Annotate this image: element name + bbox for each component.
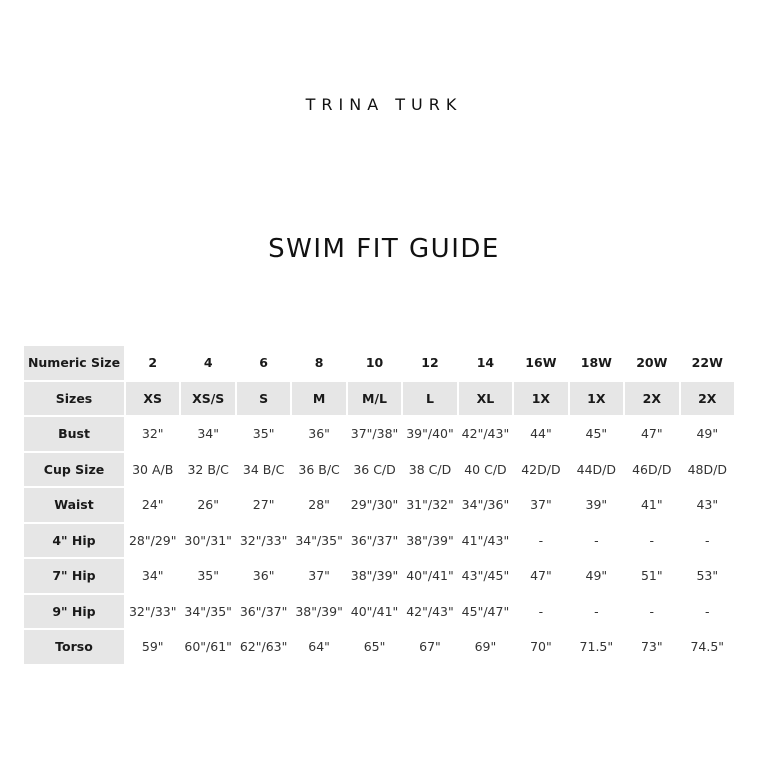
- numeric-size-cell: 22W: [681, 346, 734, 380]
- brand-logo: TRINA TURK: [305, 95, 463, 114]
- measurement-cell: -: [570, 595, 623, 629]
- measurement-cell: 74.5": [681, 630, 734, 664]
- measurement-cell: 38"/39": [348, 559, 401, 593]
- numeric-size-cell: 16W: [514, 346, 567, 380]
- measurement-cell: 35": [181, 559, 234, 593]
- size-cell: M: [292, 382, 345, 416]
- measurement-cell: 36 C/D: [348, 453, 401, 487]
- measurement-cell: 35": [237, 417, 290, 451]
- measurement-cell: -: [681, 595, 734, 629]
- row-label: 7" Hip: [24, 559, 124, 593]
- measurement-cell: 73": [625, 630, 678, 664]
- measurement-cell: 40 C/D: [459, 453, 512, 487]
- numeric-size-cell: 2: [126, 346, 179, 380]
- measurement-cell: 62"/63": [237, 630, 290, 664]
- numeric-size-cell: 10: [348, 346, 401, 380]
- measurement-cell: 60"/61": [181, 630, 234, 664]
- measurement-cell: 28"/29": [126, 524, 179, 558]
- numeric-size-cell: 12: [403, 346, 456, 380]
- row-label: Cup Size: [24, 453, 124, 487]
- measurement-cell: 67": [403, 630, 456, 664]
- measurement-cell: 43": [681, 488, 734, 522]
- measurement-cell: -: [514, 595, 567, 629]
- measurement-cell: 32 B/C: [181, 453, 234, 487]
- measurement-cell: 32"/33": [237, 524, 290, 558]
- fit-guide-table-body: [24, 346, 734, 664]
- measurement-cell: 51": [625, 559, 678, 593]
- numeric-size-cell: 14: [459, 346, 512, 380]
- measurement-cell: 42"/43": [403, 595, 456, 629]
- measurement-cell: -: [625, 595, 678, 629]
- table-row: [24, 417, 734, 451]
- measurement-cell: -: [625, 524, 678, 558]
- size-cell: M/L: [348, 382, 401, 416]
- measurement-cell: -: [681, 524, 734, 558]
- measurement-cell: 49": [681, 417, 734, 451]
- size-cell: XS: [126, 382, 179, 416]
- measurement-cell: 47": [625, 417, 678, 451]
- measurement-cell: 31"/32": [403, 488, 456, 522]
- row-label: 9" Hip: [24, 595, 124, 629]
- row-label: Waist: [24, 488, 124, 522]
- numeric-size-cell: 20W: [625, 346, 678, 380]
- table-row-sizes: [24, 382, 734, 416]
- measurement-cell: 45"/47": [459, 595, 512, 629]
- numeric-size-cell: 4: [181, 346, 234, 380]
- size-cell: 2X: [625, 382, 678, 416]
- measurement-cell: 36": [237, 559, 290, 593]
- measurement-cell: 34"/35": [181, 595, 234, 629]
- table-row: [24, 488, 734, 522]
- measurement-cell: -: [570, 524, 623, 558]
- measurement-cell: 45": [570, 417, 623, 451]
- numeric-size-cell: 6: [237, 346, 290, 380]
- measurement-cell: 42"/43": [459, 417, 512, 451]
- measurement-cell: 38"/39": [292, 595, 345, 629]
- measurement-cell: 40"/41": [403, 559, 456, 593]
- measurement-cell: 34"/36": [459, 488, 512, 522]
- measurement-cell: 36 B/C: [292, 453, 345, 487]
- measurement-cell: 38"/39": [403, 524, 456, 558]
- table-row: [24, 595, 734, 629]
- table-row: [24, 630, 734, 664]
- measurement-cell: 46D/D: [625, 453, 678, 487]
- measurement-cell: 30"/31": [181, 524, 234, 558]
- measurement-cell: 42D/D: [514, 453, 567, 487]
- measurement-cell: 36": [292, 417, 345, 451]
- row-label: Torso: [24, 630, 124, 664]
- table-row: [24, 453, 734, 487]
- measurement-cell: 64": [292, 630, 345, 664]
- measurement-cell: 40"/41": [348, 595, 401, 629]
- size-cell: 1X: [570, 382, 623, 416]
- size-cell: XS/S: [181, 382, 234, 416]
- measurement-cell: 30 A/B: [126, 453, 179, 487]
- measurement-cell: 27": [237, 488, 290, 522]
- measurement-cell: 44D/D: [570, 453, 623, 487]
- measurement-cell: 36"/37": [348, 524, 401, 558]
- measurement-cell: 39"/40": [403, 417, 456, 451]
- measurement-cell: 34 B/C: [237, 453, 290, 487]
- measurement-cell: 70": [514, 630, 567, 664]
- measurement-cell: 53": [681, 559, 734, 593]
- size-cell: S: [237, 382, 290, 416]
- measurement-cell: 47": [514, 559, 567, 593]
- size-cell: 2X: [681, 382, 734, 416]
- size-cell: XL: [459, 382, 512, 416]
- measurement-cell: 29"/30": [348, 488, 401, 522]
- measurement-cell: 24": [126, 488, 179, 522]
- measurement-cell: 34"/35": [292, 524, 345, 558]
- row-label: Bust: [24, 417, 124, 451]
- measurement-cell: 32": [126, 417, 179, 451]
- measurement-cell: 39": [570, 488, 623, 522]
- measurement-cell: 71.5": [570, 630, 623, 664]
- row-label: 4" Hip: [24, 524, 124, 558]
- measurement-cell: 38 C/D: [403, 453, 456, 487]
- numeric-size-cell: 18W: [570, 346, 623, 380]
- measurement-cell: 36"/37": [237, 595, 290, 629]
- measurement-cell: 44": [514, 417, 567, 451]
- measurement-cell: 41": [625, 488, 678, 522]
- measurement-cell: 37": [514, 488, 567, 522]
- measurement-cell: 65": [348, 630, 401, 664]
- size-cell: L: [403, 382, 456, 416]
- numeric-size-label: Numeric Size: [24, 346, 124, 380]
- measurement-cell: 69": [459, 630, 512, 664]
- measurement-cell: 48D/D: [681, 453, 734, 487]
- measurement-cell: 28": [292, 488, 345, 522]
- numeric-size-cell: 8: [292, 346, 345, 380]
- table-row-numeric-size: [24, 346, 734, 380]
- fit-guide-table: [22, 344, 736, 666]
- measurement-cell: 34": [181, 417, 234, 451]
- sizes-label: Sizes: [24, 382, 124, 416]
- measurement-cell: 49": [570, 559, 623, 593]
- measurement-cell: 59": [126, 630, 179, 664]
- measurement-cell: -: [514, 524, 567, 558]
- measurement-cell: 34": [126, 559, 179, 593]
- size-cell: 1X: [514, 382, 567, 416]
- measurement-cell: 37": [292, 559, 345, 593]
- measurement-cell: 41"/43": [459, 524, 512, 558]
- measurement-cell: 32"/33": [126, 595, 179, 629]
- measurement-cell: 43"/45": [459, 559, 512, 593]
- table-row: [24, 524, 734, 558]
- measurement-cell: 26": [181, 488, 234, 522]
- table-row: [24, 559, 734, 593]
- page-title: SWIM FIT GUIDE: [268, 234, 500, 264]
- measurement-cell: 37"/38": [348, 417, 401, 451]
